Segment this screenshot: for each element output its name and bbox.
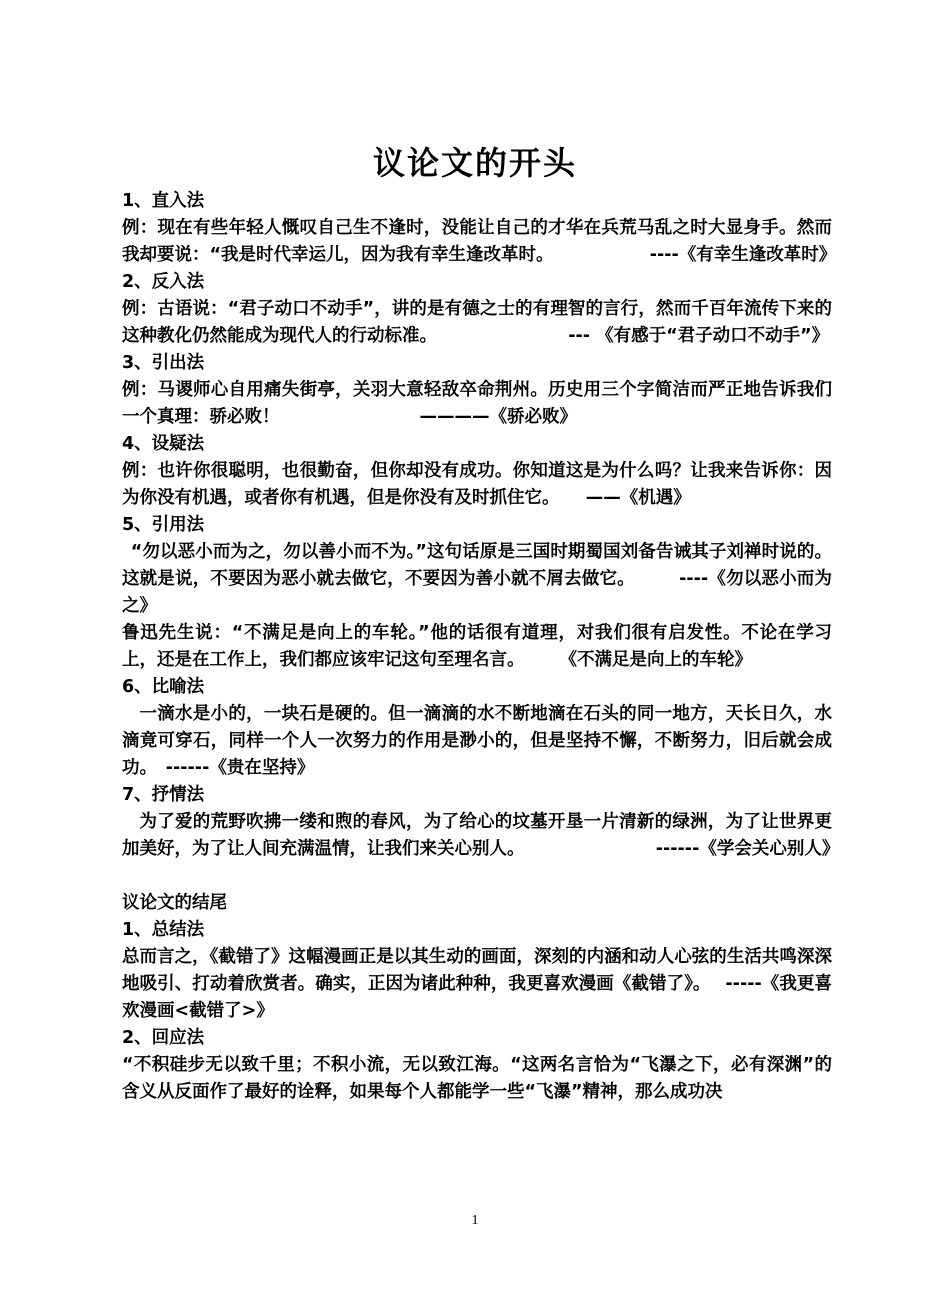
section-heading: 5、引用法: [122, 515, 205, 535]
paragraph: “不积硅步无以致千里；不积小流，无以致江海。“这两名言恰为“飞瀑之下，必有深渊”的含义从反面作了最好的诠释，如果每个人都能学一些“飞瀑”精神，那么成功决: [122, 1055, 832, 1102]
section-heading: 2、反入法: [122, 272, 205, 292]
document-body: [122, 188, 840, 1106]
page-number: 1: [471, 1213, 479, 1228]
section-heading: 2、回应法: [122, 1028, 205, 1048]
section-heading: 4、设疑法: [122, 434, 205, 454]
blank-line: [122, 863, 832, 890]
paragraph: 例：古语说：“君子动口不动手”，讲的是有德之士的有理智的言行，然而千百年流传下来的这种教化仍然能成为现代人的行动标准。 --- 《有感于“君子动口不动手”》: [122, 299, 832, 346]
paragraph: 为了爱的荒野吹拂一缕和煦的春风，为了给心的坟墓开垦一片清新的绿洲，为了让世界更加美好，为了让人间充满温情，让我们来关心别人。 ------《学会关心别人》: [122, 812, 840, 859]
paragraph: 例：也许你很聪明，也很勤奋，但你却没有成功。你知道这是为什么吗？让我来告诉你：因为你没有机遇，或者你有机遇，但是你没有及时抓住它。 ——《机遇》: [122, 461, 832, 508]
section-heading: 1、总结法: [122, 920, 205, 940]
section-heading: 7、抒情法: [122, 785, 205, 805]
page-title: 议论文的开头: [372, 144, 577, 182]
section-heading: 6、比喻法: [122, 677, 205, 697]
section-title: 议论文的结尾: [122, 893, 227, 913]
paragraph: 例：马谡师心自用痛失街亭，关羽大意轻敌卒命荆州。历史用三个字简洁而严正地告诉我们一个真理：骄必败！ ————《骄必败》: [122, 380, 832, 427]
paragraph: 鲁迅先生说：“不满足是向上的车轮。”他的话很有道理，对我们很有启发性。不论在学习上，还是在工作上，我们都应该牢记这句至理名言。 《不满足是向上的车轮》: [122, 623, 832, 670]
paragraph: 总而言之，《截错了》这幅漫画正是以其生动的画面，深刻的内涵和动人心弦的生活共鸣深深地吸引、打动着欣赏者。确实，正因为诸此种种，我更喜欢漫画《截错了》。 -----《我更喜欢漫画<截错了>》: [122, 947, 832, 1021]
section-heading: 1、直入法: [122, 191, 205, 211]
paragraph: 一滴水是小的，一块石是硬的。但一滴滴的水不断地滴在石头的同一地方，天长日久，水滴竟可穿石，同样一个人一次努力的作用是渺小的，但是坚持不懈，不断努力，旧后就会成功。 ------《贵在坚持》: [122, 704, 832, 778]
paragraph: 例：现在有些年轻人慨叹自己生不逢时，没能让自己的才华在兵荒马乱之时大显身手。然而我却要说：“我是时代幸运儿，因为我有幸生逢改革时。 ----《有幸生逢改革时》: [122, 218, 837, 265]
section-heading: 3、引出法: [122, 353, 205, 373]
paragraph: “勿以恶小而为之，勿以善小而不为。”这句话原是三国时期蜀国刘备告诫其子刘禅时说的。这就是说，不要因为恶小就去做它，不要因为善小就不屑去做它。 ----《勿以恶小而为之》: [122, 542, 832, 616]
